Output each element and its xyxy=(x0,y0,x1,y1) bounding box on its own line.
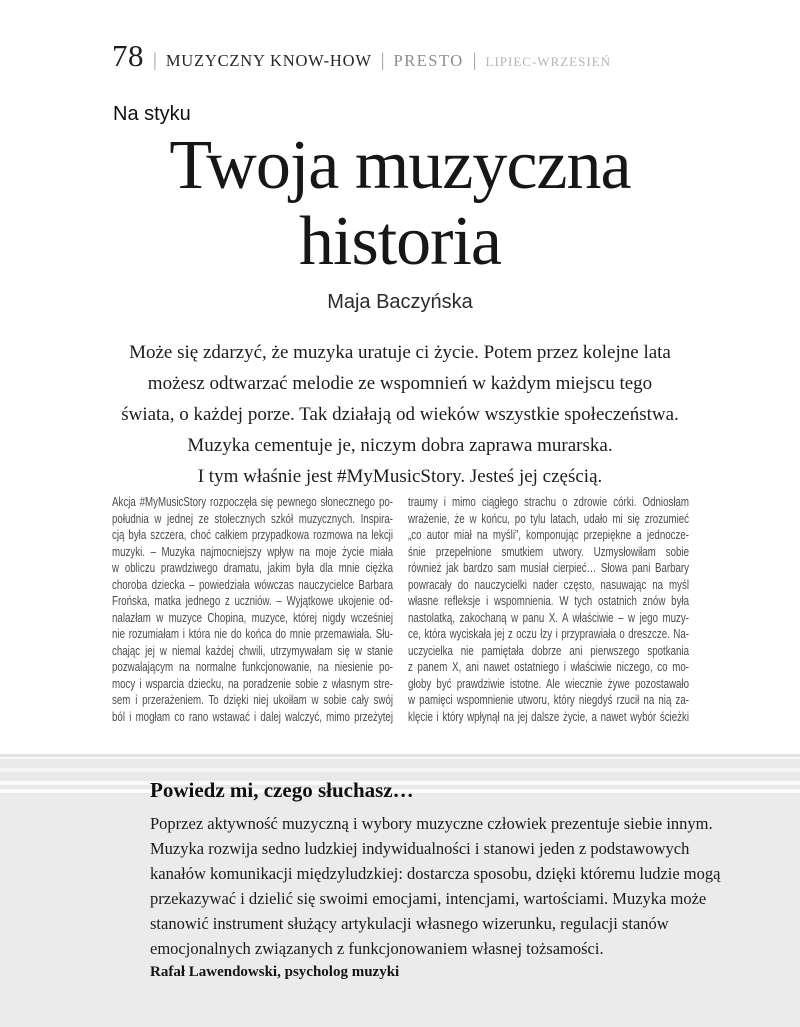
body-column-left xyxy=(112,494,393,725)
running-head xyxy=(112,38,611,74)
text-line: nie rozumiałam i która nie do końca do mnie przemawiała. Słu- xyxy=(112,627,394,641)
article-kicker: Na styku xyxy=(113,103,191,125)
section-title: MUZYCZNY KNOW-HOW xyxy=(165,51,372,70)
header-divider: | xyxy=(380,50,385,71)
text-line: Muzyka cementuje je, niczym dobra zaprawa murarska. xyxy=(187,435,613,456)
article-body xyxy=(112,494,689,725)
body-column-right xyxy=(408,494,689,725)
text-line: wrażenie, że w końcu, po tylu latach, udało mi się zrozumieć xyxy=(408,511,690,526)
text-line: sem i przerażeniem. To dzięki niej ukoiłam w sobie cały swój xyxy=(112,693,394,707)
header-divider: | xyxy=(472,50,477,71)
text-line: Akcja #MyMusicStory rozpoczęła się pewnego słonecznego po- xyxy=(112,495,394,509)
text-line: Może się zdarzyć, że muzyka uratuje ci życie. Potem przez kolejne lata xyxy=(129,342,671,363)
article-author: Maja Baczyńska xyxy=(327,291,473,313)
text-line: w pamięci wspomnienie utworu, który niegdyś rzucił na nią za- xyxy=(408,693,690,707)
page-number: 78 xyxy=(112,38,144,73)
text-line: południa w jednej ze stołecznych szkół muzycznych. Inspira- xyxy=(112,511,394,526)
quote-box-attribution: Rafał Lawendowski, psycholog muzyki xyxy=(150,964,400,980)
quote-box-body xyxy=(150,811,755,961)
text-line: możesz odtwarzać melodie ze wspomnień w każdym miejscu tego xyxy=(147,373,653,394)
header-divider: | xyxy=(153,50,157,71)
text-line: mocy i wsparcia dziecku, na poradzenie sobie z własnym stre- xyxy=(112,676,394,691)
article-lead xyxy=(0,337,800,492)
text-line: Frońska, matka jednego z uczniów. – Wyjątkowe ukojenie od- xyxy=(112,594,394,608)
text-line: Muzyka rozwija sedno ludzkiej indywidualności i stanowi jeden z podstawowych xyxy=(150,839,690,858)
body-column-left-text xyxy=(112,494,393,725)
text-line: śnie przepełnione smutkiem utwory. Uzmysłowiłam sobie xyxy=(408,544,690,559)
text-line: kanałów komunikacji międzyludzkiej: dostarcza sposobu, dzięki któremu ludzie mogą xyxy=(150,864,721,883)
quote-box-heading: Powiedz mi, czego słuchasz… xyxy=(150,778,414,802)
text-line: z panem X, ani nawet ostatniego i właściwie niczego, co mo- xyxy=(408,660,690,674)
text-line: muzyki. – Muzyka najmocniejszy wpływ na moje życie miała xyxy=(112,544,394,559)
text-line: „co autor miał na myśli”, komponując przepiękne a jednocze- xyxy=(408,528,690,542)
text-line: nastolatką, zakochaną w panu X. A właściwie – w jego muzy- xyxy=(408,610,690,625)
text-line: cją była szczera, choć całkiem przypadkowa rozmowa na lekcji xyxy=(112,528,394,542)
text-line: również jak bardzo sam musiał cierpieć… Słowa pani Barbary xyxy=(408,561,690,575)
text-line: w obliczu prawdziwego dramatu, jakim była dla mnie ciężka xyxy=(112,561,394,575)
text-line: traumy i mimo ciągłego strachu o zdrowie córki. Odniosłam xyxy=(408,495,690,509)
text-line: stanowić instrument służący artykulacji własnego wizerunku, regulacji stanów xyxy=(150,914,669,933)
article-title xyxy=(0,128,800,280)
text-line: pozwalającym na normalne funkcjonowanie, na niesienie po- xyxy=(112,660,394,674)
text-line: uczycielka nie pamiętała dobrze ani pierwszego spotkania xyxy=(408,643,690,658)
text-line: choroba dziecka – powiedziała wówczas nauczycielce Barbara xyxy=(112,577,394,592)
text-line: I tym właśnie jest #MyMusicStory. Jesteś jej częścią. xyxy=(197,466,603,487)
body-column-right-text xyxy=(408,494,689,725)
text-line: świata, o każdej porze. Tak działają od wieków wszystkie społeczeństwa. xyxy=(121,404,679,425)
article-title-line-2: historia xyxy=(299,203,501,280)
text-line: emocjonalnych związanych z funkcjonowaniem własnej tożsamości. xyxy=(150,939,604,958)
quote-box xyxy=(0,754,800,1027)
text-line: klęcie i który wpłynął na jej dalsze życie, a nawet wybór ścieżki xyxy=(408,709,690,724)
text-line: ce, która wyciskała jej z oczu łzy i przyprawiała o dreszcze. Na- xyxy=(408,627,690,641)
text-line: chając jej w niemal każdej chwili, utrzymywałam się w stanie xyxy=(112,643,394,658)
text-line: powracały do nauczycielki nader często, nasuwając na myśl xyxy=(408,577,690,592)
text-line: Poprzez aktywność muzyczną i wybory muzyczne człowiek prezentuje siebie innym. xyxy=(150,814,713,833)
magazine-name: PRESTO xyxy=(393,51,464,70)
article-title-line-1: Twoja muzyczna xyxy=(169,127,631,204)
text-line: głoby być prawdziwie istotne. Ale wiecznie żywe pozostawało xyxy=(408,676,690,691)
text-line: własne refleksje i wspomnienia. W tych ostatnich znów była xyxy=(408,594,690,608)
text-line: nalazłam w muzyce Chopina, muzyce, której nigdy wcześniej xyxy=(112,610,394,625)
issue-date: LIPIEC-WRZESIEŃ xyxy=(485,54,611,69)
text-line: ból i mogłam co rano wstawać i dalej walczyć, mimo przeżytej xyxy=(112,709,394,724)
text-line: przekazywać i dzielić się swoimi emocjami, intencjami, wartościami. Muzyka może xyxy=(150,889,707,908)
